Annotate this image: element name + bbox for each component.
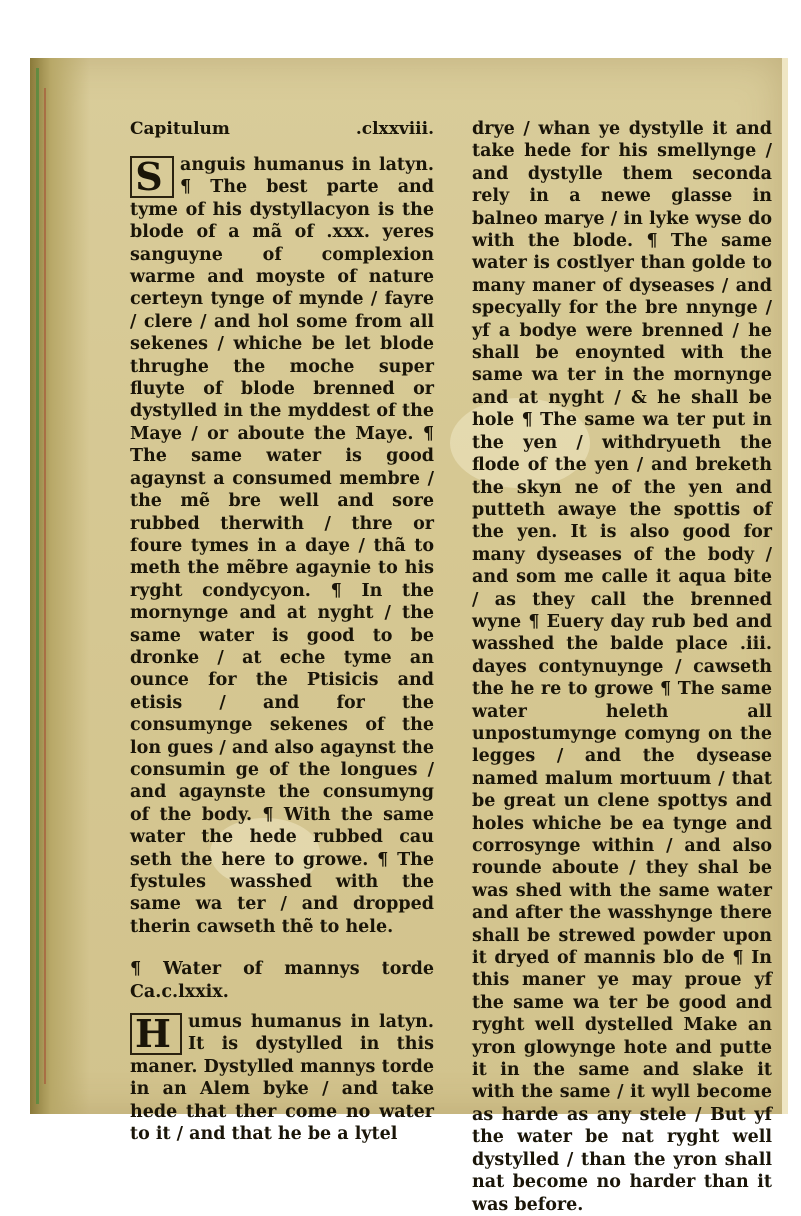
chapter-text-opening bbox=[130, 1011, 434, 1145]
chapter-text-blood-water bbox=[130, 154, 434, 938]
initial-capital: S bbox=[130, 156, 174, 198]
chapter-text-continued: drye / whan ye dystylle it and take hede for his smellynge / and dystylle them seconda rely in a newe glasse in balneo marye / in lyke wyse do with the blode. ¶ The same water is costlyer than golde to many maner of dyseases / and specyally for the bre nnynge / yf a bodye were brenned / he shall be enoynted with the same wa ter in the mornynge and at nyght / & he shall be hole ¶ The same wa ter put in the yen / withdryueth the flode of the yen / and breketh the skyn ne of the yen and putteth awaye the spottis of the yen. It is also good for many dyseases of the body / and som me calle it aqua bite / as they call the brenned wyne ¶ Euery day rub bed and wasshed the balde place .iii. dayes contynuynge / cawseth the he re to growe ¶ The same water heleth all unpostumynge comyng on the legges / and the dysease named malum mortuum / that be great un clene spottys and holes whiche be ea tynge and corrosynge within / and also rounde aboute / they shal be was shed with the same water and after the wasshynge there shall be strewed powder upon it dryed of mannis blo de ¶ In this maner ye may proue yf the same wa ter be good and ryght well dystelled Make an yron glowynge hote and putte it in the same and slake it with the same / it wyll become as harde as any stele / But yf the water be nat ryght well dystylled / than the yron shall nat become no harder than it was before. bbox=[472, 119, 772, 1215]
book-page bbox=[30, 58, 788, 1215]
paragraph-text: umus humanus in latyn. It is dystylled in this maner. Dystylled mannys torde in an Alem byke / and take hede that ther come no water to it / and that he be a lytel bbox=[130, 1012, 434, 1145]
chapter-heading: ¶ Water of mannys torde Ca.c.lxxix. bbox=[130, 959, 434, 1002]
paragraph-text: anguis humanus in latyn. ¶ The best parte and tyme of his dystyllacyon is the blode of a mã of .xxx. yeres sanguyne of complexion warme and moyste of nature certeyn tynge of mynde / fayre / clere / and hol some from all sekenes / whiche be let blode thrughe the moche super fluyte of blode brenned or dystylled in the myddest of the Maye / or aboute the Maye. ¶ The same water is good agaynst a consumed membre / the mẽ bre well and sore rubbed therwith / thre or foure tymes in a daye / thã to meth the mẽbre agaynie to his ryght condycyon. ¶ In the mornynge and at nyght / the same water is good to be dronke / at eche tyme an ounce for the Ptisicis and etisis / and for the consumynge sekenes of the lon gues / and also agaynst the consumin ge of the longues / and agaynste the consumyng of the body. ¶ With the same water the hede rubbed cau seth the here to growe. ¶ The fystules wasshed with the same wa ter / and dropped therin cawseth thẽ to hele. bbox=[130, 155, 434, 937]
left-column bbox=[130, 118, 434, 1145]
running-head-left: Capitulum bbox=[130, 119, 230, 139]
right-column bbox=[472, 118, 772, 1215]
folio-number: .clxxviii. bbox=[355, 119, 434, 139]
running-head bbox=[130, 118, 434, 142]
text-block bbox=[130, 118, 780, 1215]
page-gutter-edge bbox=[30, 58, 90, 1114]
initial-capital: H bbox=[130, 1013, 182, 1055]
